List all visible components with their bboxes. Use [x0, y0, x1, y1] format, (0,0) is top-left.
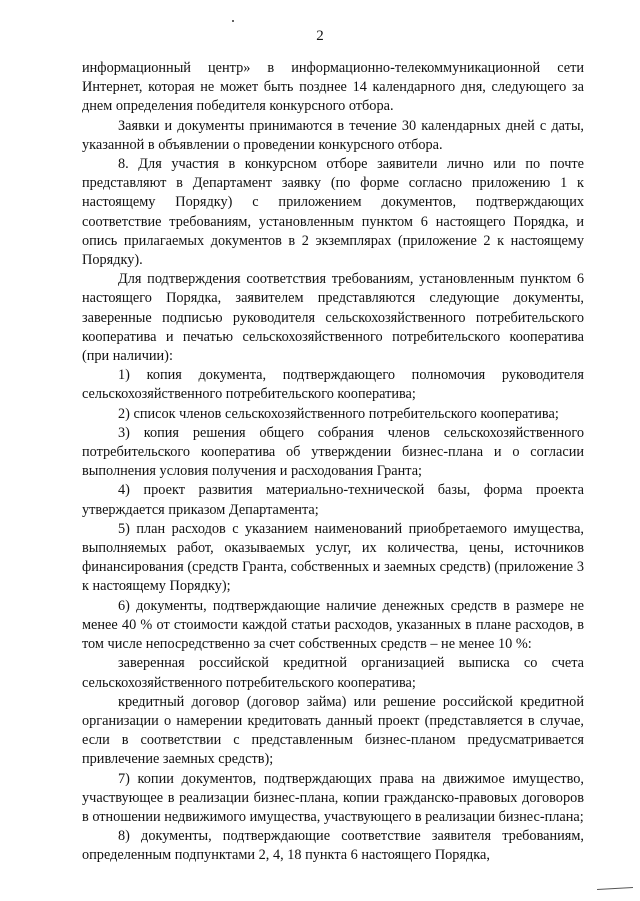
document-body	[82, 59, 584, 866]
paragraph-applications-period: Заявки и документы принимаются в течение 30 календарных дней с даты, указанной в объявлении о проведении конкурсного отбора.	[82, 117, 584, 153]
list-item-3: 3) копия решения общего собрания членов сельскохозяйственного потребительского кооператива об утверждении бизнес-плана и о согласии выполнения условия получения и расходования Гранта;	[82, 424, 584, 480]
list-item-5: 5) план расходов с указанием наименований приобретаемого имущества, выполняемых работ, оказываемых услуг, их количества, цены, источников финансирования (средств Гранта, собственных и заемных средств) (приложение 3 к настоящему Порядку);	[82, 520, 584, 595]
scan-dot	[232, 20, 234, 22]
paragraph-clause-8: 8. Для участия в конкурсном отборе заявители лично или по почте представляют в Департамент заявку (по форме согласно приложению 1 к настоящему Порядку) с приложением документов, подтверждающих соответствие требованиям, установленным пунктом 6 настоящего Порядка, и опись прилагаемых документов в 2 экземплярах (приложение 2 к настоящему Порядку).	[82, 156, 584, 269]
list-item-2: 2) список членов сельскохозяйственного потребительского кооператива;	[118, 405, 559, 422]
list-item-6: 6) документы, подтверждающие наличие денежных средств в размере не менее 40 % от стоимости каждой статьи расходов, указанных в плане расходов, в том числе непосредственно за счет собственных средств – не менее 10 %:	[82, 597, 584, 653]
list-item-6-bank-statement: заверенная российской кредитной организацией выписка со счета сельскохозяйственного потребительского кооператива;	[82, 655, 584, 691]
paragraph-continuation: информационный центр» в информационно-телекоммуникационной сети Интернет, которая не может быть позднее 14 календарного дня, следующего за днем определения победителя конкурсного отбора.	[82, 60, 584, 115]
list-item-8: 8) документы, подтверждающие соответствие заявителя требованиям, определенным подпунктами 2, 4, 18 пункта 6 настоящего Порядка,	[82, 828, 584, 864]
page-number: 2	[316, 28, 324, 44]
list-item-1: 1) копия документа, подтверждающего полномочия руководителя сельскохозяйственного потребительского кооператива;	[82, 367, 584, 403]
list-item-7: 7) копии документов, подтверждающих права на движимое имущество, участвующее в реализации бизнес-плана, копии гражданско-правовых договоров в отношении недвижимого имущества, участвующего в реализации бизнес-плана;	[82, 770, 584, 825]
scan-edge-mark	[597, 887, 633, 890]
list-item-6-loan-agreement: кредитный договор (договор займа) или решение российской кредитной организации о намерении кредитовать данный проект (представляется в случае, если в соответствии с представленным бизнес-планом предусматривается привлечение заемных средств);	[82, 693, 584, 768]
list-item-4: 4) проект развития материально-технической базы, форма проекта утверждается приказом Департамента;	[82, 482, 584, 518]
paragraph-confirmation-documents: Для подтверждения соответствия требованиям, установленным пунктом 6 настоящего Порядка, заявителем представляются следующие документы, заверенные подписью руководителя сельскохозяйственного потребительского кооператива и печатью сельскохозяйственного потребительского кооператива (при наличии):	[82, 271, 584, 365]
